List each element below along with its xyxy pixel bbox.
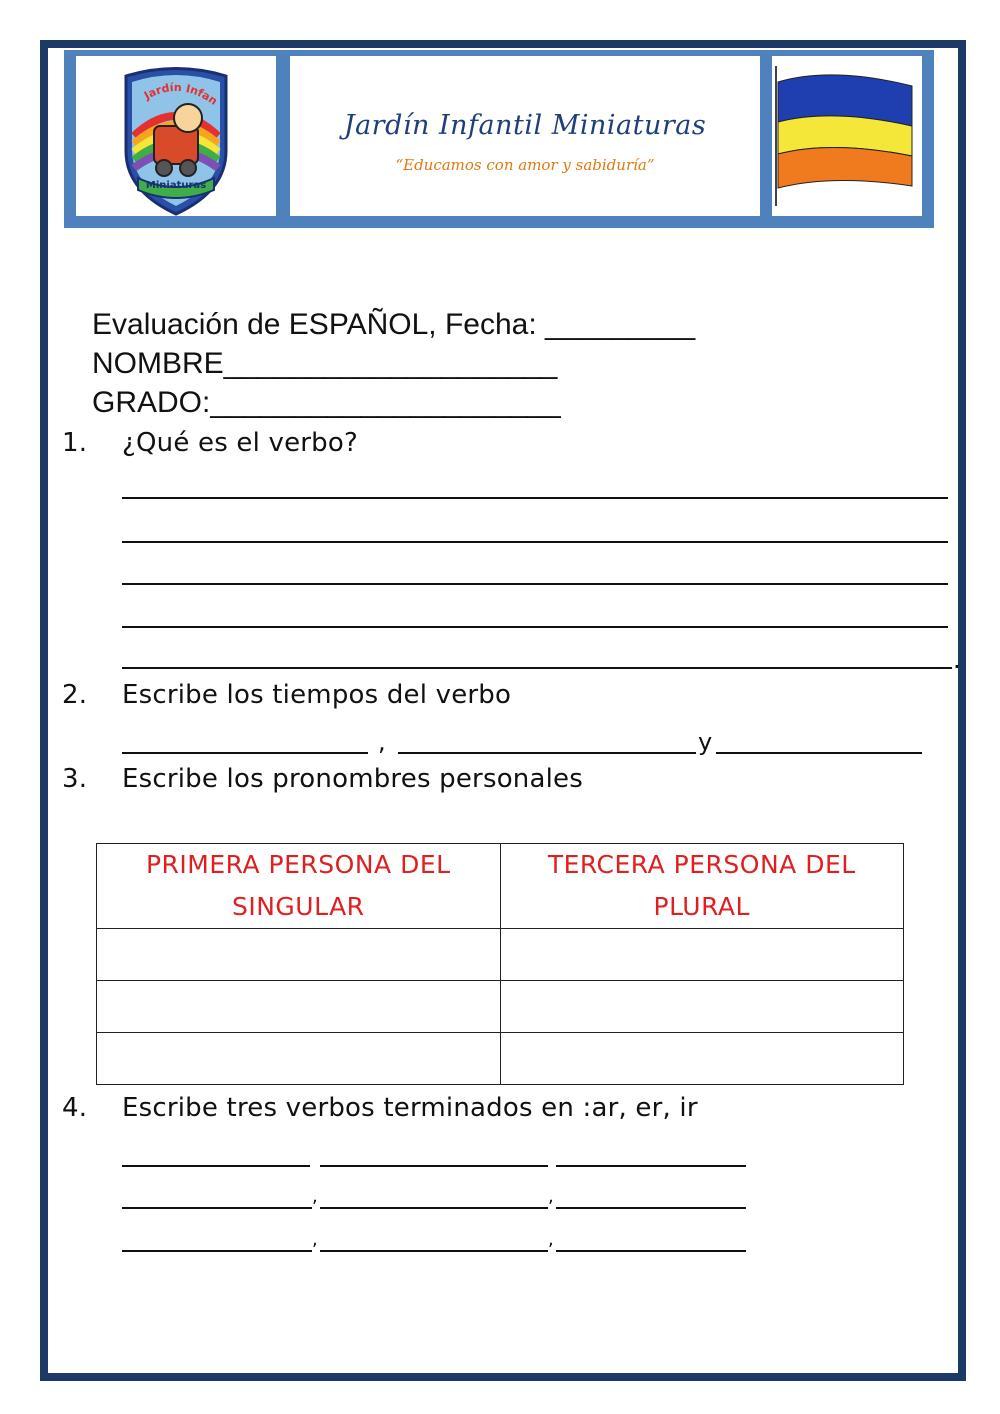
question-text: Escribe los tiempos del verbo [122,680,512,710]
comma-separator: , [548,1186,554,1207]
verb-blank[interactable] [556,1250,746,1252]
verb-tense-blank-3[interactable] [716,752,922,754]
table-cell[interactable] [500,929,904,981]
question-text: Escribe los pronombres personales [122,764,583,794]
table-cell[interactable] [97,1033,501,1085]
answer-line[interactable] [122,497,948,499]
flag-image [772,56,922,216]
logo-cell [76,56,276,216]
answer-line[interactable] [122,583,948,585]
verb-blank[interactable] [320,1250,548,1252]
question-3 [62,764,583,794]
answer-line[interactable] [122,541,948,543]
table-cell[interactable] [500,1033,904,1085]
table-cell[interactable] [97,929,501,981]
verb-blank[interactable] [122,1165,310,1167]
logo-text-bottom: Miniaturas [145,180,207,191]
verb-blank[interactable] [556,1207,746,1209]
table-cell[interactable] [500,981,904,1033]
header-first-person-singular: PRIMERA PERSONA DEL SINGULAR [97,844,501,929]
grade-line: GRADO:_____________________ [92,386,561,419]
header-third-person-plural: TERCERA PERSONA DEL PLURAL [500,844,904,929]
title-cell [290,56,760,216]
verb-blank[interactable] [320,1207,548,1209]
question-number: 4. [62,1093,88,1123]
question-4 [62,1093,698,1123]
table-row [97,981,904,1033]
name-line: NOMBRE____________________ [92,347,558,380]
verb-tense-blank-2[interactable] [398,752,696,754]
table-cell[interactable] [97,981,501,1033]
verb-blank[interactable] [122,1207,312,1209]
pronouns-table [96,843,904,1085]
school-name: Jardín Infantil Miniaturas [343,110,707,141]
school-logo [76,56,276,216]
table-row [97,1033,904,1085]
table-header-row [97,844,904,929]
and-separator: y [698,728,713,756]
comma-separator: , [548,1229,554,1250]
line-end-mark: . [953,646,961,674]
question-number: 1. [62,428,88,458]
verb-blank[interactable] [122,1250,312,1252]
logo-text-top: Jardín Infan [141,80,220,108]
question-2 [62,680,511,710]
comma-separator: , [312,1186,318,1207]
school-header [64,50,934,228]
question-number: 3. [62,764,88,794]
verb-tense-blank-1[interactable] [122,752,368,754]
question-1 [62,428,358,458]
verb-blank[interactable] [320,1165,548,1167]
question-text: ¿Qué es el verbo? [122,428,358,458]
question-number: 2. [62,680,88,710]
answer-line[interactable] [122,667,952,669]
answer-line[interactable] [122,626,948,628]
question-text: Escribe tres verbos terminados en :ar, er, ir [122,1093,698,1123]
verb-blank[interactable] [556,1165,746,1167]
comma-separator: , [378,728,386,756]
flag-cell [772,56,922,216]
table-row [97,929,904,981]
page-border [40,40,966,1381]
school-motto: “Educamos con amor y sabiduría” [395,156,655,174]
comma-separator: , [312,1229,318,1250]
evaluation-date-line: Evaluación de ESPAÑOL, Fecha: _________ [92,308,696,341]
